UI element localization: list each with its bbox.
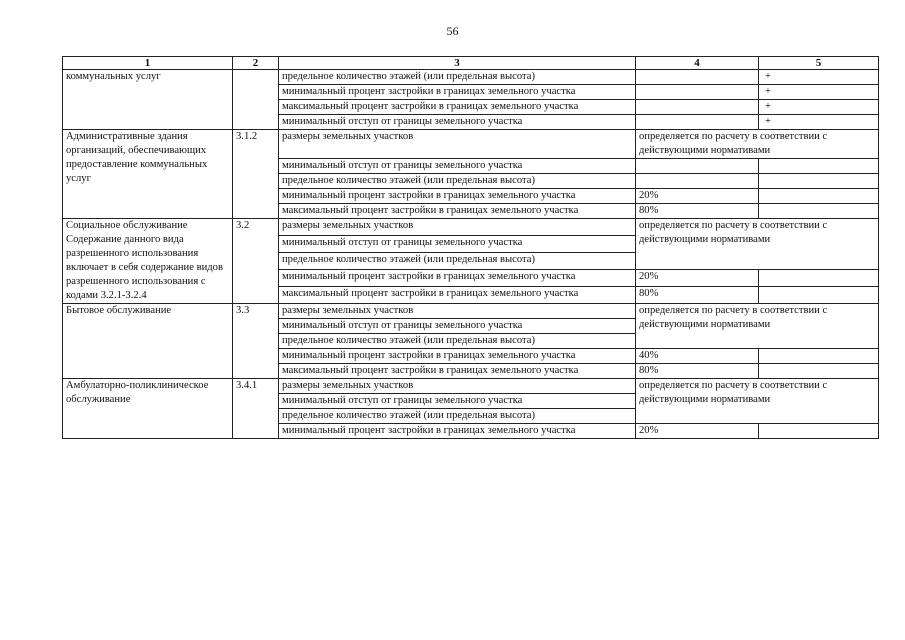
header-col-3: 3 — [279, 57, 636, 70]
param-cell: максимальный процент застройки в границах земельного участка — [279, 287, 636, 304]
page-number: 56 — [446, 24, 459, 38]
param-cell: максимальный процент застройки в границах земельного участка — [279, 204, 636, 219]
use-name: Амбулаторно-поликлиническое обслуживание — [63, 379, 233, 439]
use-name: Административные здания организаций, обеспечивающих предоставление коммунальных услуг — [63, 130, 233, 219]
table-row — [63, 304, 879, 319]
param-cell: минимальный процент застройки в границах земельного участка — [279, 85, 636, 100]
value-cell: определяется по расчету в соответствии с действующими нормативами — [636, 304, 879, 349]
table-row — [63, 379, 879, 394]
param-cell: минимальный отступ от границы земельного участка — [279, 159, 636, 174]
use-code: 3.3 — [233, 304, 279, 379]
param-cell: размеры земельных участков — [279, 130, 636, 159]
mark-cell: + — [759, 70, 879, 85]
param-cell: размеры земельных участков — [279, 379, 636, 394]
param-cell: предельное количество этажей (или предельная высота) — [279, 334, 636, 349]
param-cell: максимальный процент застройки в границах земельного участка — [279, 100, 636, 115]
value-cell: определяется по расчету в соответствии с действующими нормативами — [636, 379, 879, 424]
value-cell: 80% — [636, 204, 759, 219]
param-cell: предельное количество этажей (или предельная высота) — [279, 174, 636, 189]
table-row — [63, 219, 879, 236]
value-cell: 80% — [636, 364, 759, 379]
header-col-4: 4 — [636, 57, 759, 70]
value-cell — [636, 70, 759, 85]
table-header-row — [63, 57, 879, 70]
use-name: Бытовое обслуживание — [63, 304, 233, 379]
use-code: 3.2 — [233, 219, 279, 304]
mark-cell — [759, 204, 879, 219]
value-cell: определяется по расчету в соответствии с действующими нормативами — [636, 219, 879, 270]
use-code — [233, 70, 279, 130]
param-cell: минимальный отступ от границы земельного участка — [279, 236, 636, 253]
param-cell: минимальный процент застройки в границах земельного участка — [279, 424, 636, 439]
param-cell: минимальный процент застройки в границах земельного участка — [279, 270, 636, 287]
table-row — [63, 130, 879, 159]
param-cell: предельное количество этажей (или предельная высота) — [279, 70, 636, 85]
mark-cell — [759, 174, 879, 189]
use-name: коммунальных услуг — [63, 70, 233, 130]
value-cell: 20% — [636, 270, 759, 287]
value-cell — [636, 115, 759, 130]
header-col-2: 2 — [233, 57, 279, 70]
use-code: 3.1.2 — [233, 130, 279, 219]
param-cell: минимальный отступ от границы земельного участка — [279, 115, 636, 130]
use-code: 3.4.1 — [233, 379, 279, 439]
param-cell: предельное количество этажей (или предельная высота) — [279, 253, 636, 270]
mark-cell — [759, 364, 879, 379]
param-cell: максимальный процент застройки в границах земельного участка — [279, 364, 636, 379]
param-cell: предельное количество этажей (или предельная высота) — [279, 409, 636, 424]
table-row — [63, 70, 879, 85]
value-cell: 20% — [636, 189, 759, 204]
header-col-1: 1 — [63, 57, 233, 70]
param-cell: минимальный отступ от границы земельного участка — [279, 394, 636, 409]
param-cell: минимальный процент застройки в границах земельного участка — [279, 189, 636, 204]
mark-cell — [759, 349, 879, 364]
mark-cell — [759, 287, 879, 304]
value-cell — [636, 174, 759, 189]
value-cell: 40% — [636, 349, 759, 364]
use-name: Социальное обслуживание Содержание данного вида разрешенного использования включает в себя содержание видов разрешенного использования с кодами 3.2.1-3.2.4 — [63, 219, 233, 304]
header-col-5: 5 — [759, 57, 879, 70]
value-cell: 80% — [636, 287, 759, 304]
value-cell — [636, 100, 759, 115]
mark-cell — [759, 159, 879, 174]
param-cell: размеры земельных участков — [279, 304, 636, 319]
value-cell — [636, 85, 759, 100]
mark-cell — [759, 189, 879, 204]
zoning-parameters-table — [62, 56, 879, 439]
mark-cell — [759, 270, 879, 287]
value-cell: определяется по расчету в соответствии с действующими нормативами — [636, 130, 879, 159]
value-cell: 20% — [636, 424, 759, 439]
mark-cell — [759, 424, 879, 439]
mark-cell: + — [759, 115, 879, 130]
param-cell: минимальный процент застройки в границах земельного участка — [279, 349, 636, 364]
mark-cell: + — [759, 100, 879, 115]
value-cell — [636, 159, 759, 174]
param-cell: размеры земельных участков — [279, 219, 636, 236]
param-cell: минимальный отступ от границы земельного участка — [279, 319, 636, 334]
mark-cell: + — [759, 85, 879, 100]
